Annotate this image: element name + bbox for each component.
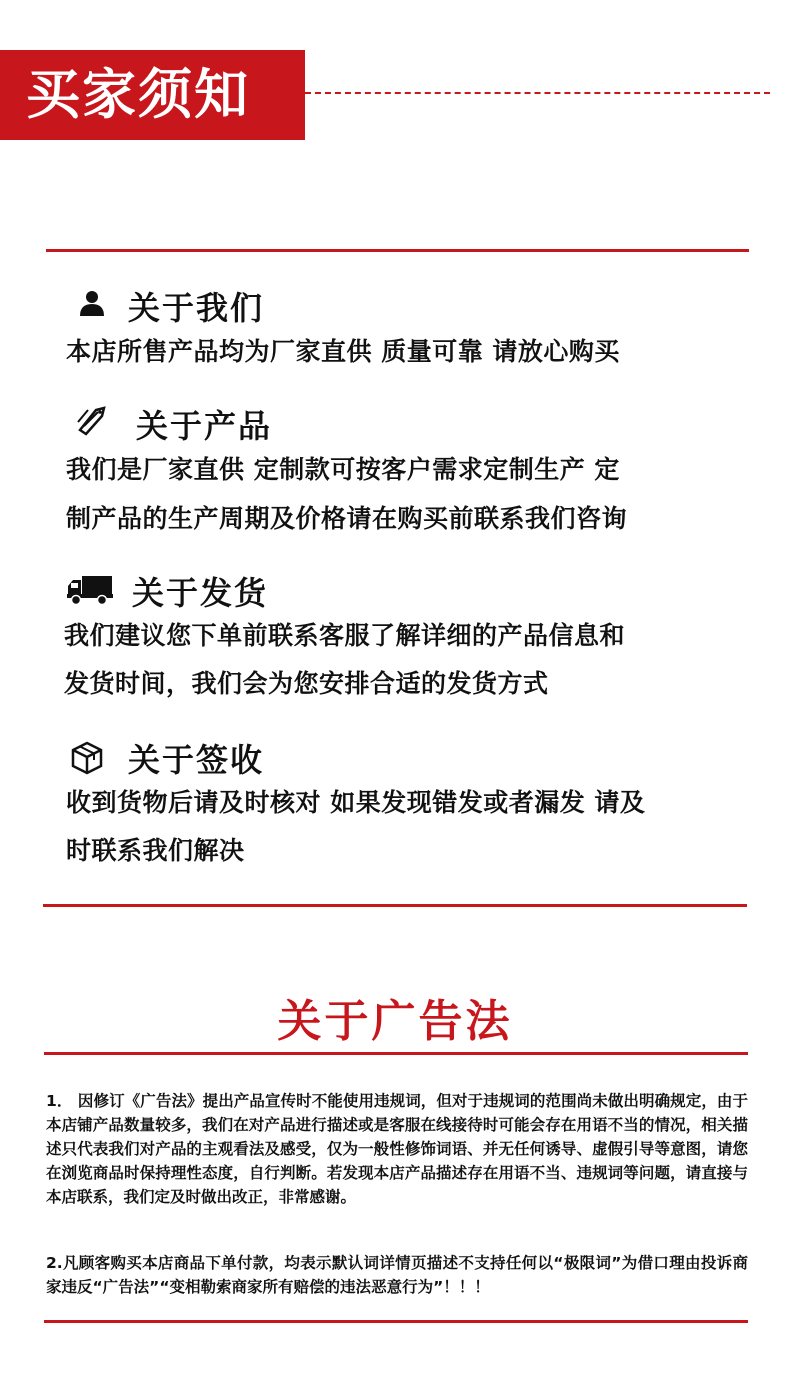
divider-top [46,249,749,252]
header-banner: 买家须知 [0,50,305,140]
section-text-line: 时联系我们解决 [66,836,245,865]
section-text-line: 我们建议您下单前联系客服了解详细的产品信息和 [64,621,626,650]
ad-law-title: 关于广告法 [277,996,513,1047]
divider-middle [43,904,747,907]
section-text-line: 收到货物后请及时核对 如果发现错发或者漏发 请及 [66,788,646,817]
section-title-about-shipping: 关于发货 [132,574,269,612]
ad-law-paragraph-2: 2.凡顾客购买本店商品下单付款，均表示默认词详情页描述不支持任何以“极限词”为借口理由投诉商家违反“广告法”“变相勒索商家所有赔偿的违法恶意行为”！！！ [46,1254,748,1296]
section-title-about-receiving: 关于签收 [128,741,265,779]
person-icon [78,289,106,317]
section-text-line: 发货时间，我们会为您安排合适的发货方式 [64,669,549,698]
section-title-about-products: 关于产品 [136,407,273,445]
section-text-line: 我们是厂家直供 定制款可按客户需求定制生产 定 [66,455,620,484]
section-text-line: 本店所售产品均为厂家直供 质量可靠 请放心购买 [66,337,620,366]
header-dashed-divider [305,92,770,94]
divider-ad [44,1052,748,1055]
tag-icon [74,404,108,436]
divider-bottom [44,1320,748,1323]
ad-law-paragraph-1: 1． 因修订《广告法》提出产品宣传时不能使用违规词，但对于违规词的范围尚未做出明确规定，由于本店铺产品数量较多，我们在对产品进行描述或是客服在线接待时可能会存在用语不当的情况，相关描述只代表我们对产品的主观看法及感受，仅为一般性修饰词语、并无任何诱导、虚假引导等意图，请您在浏览商品时保持理性态度，自行判断。若发现本店产品描述存在用语不当、违规词等问题，请直接与本店联系，我们定及时做出改正，非常感谢。 [46,1092,748,1206]
truck-icon [66,574,114,606]
section-text-line: 制产品的生产周期及价格请在购买前联系我们咨询 [66,504,628,533]
section-title-about-us: 关于我们 [128,289,265,327]
package-icon [70,740,104,776]
